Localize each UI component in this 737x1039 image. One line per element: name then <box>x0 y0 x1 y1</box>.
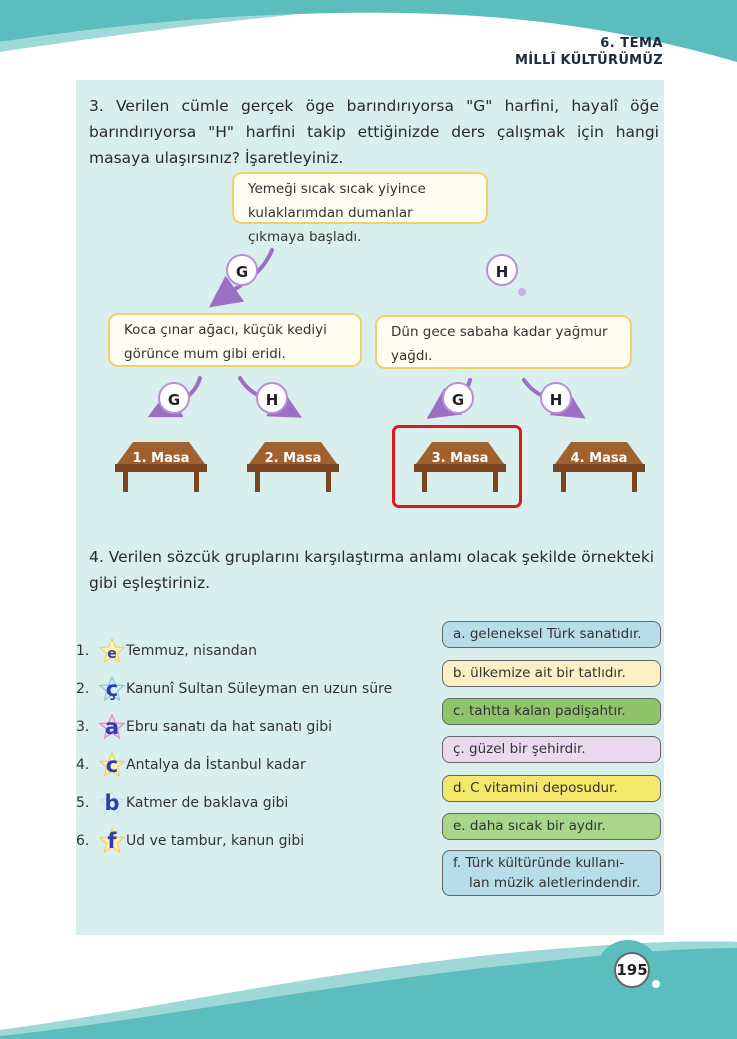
right-sentence: Dün gece sabaha kadar yağmur yağdı. <box>391 324 608 364</box>
table-1-icon[interactable] <box>115 440 207 494</box>
table-4-label: 4. Masa <box>570 451 628 466</box>
tema-title: MİLLÎ KÜLTÜRÜMÜZ <box>515 53 663 68</box>
option-cc: ç. güzel bir şehirdir. <box>442 736 661 763</box>
g-circle-right: G <box>442 382 474 414</box>
item-text: Kanunî Sultan Süleyman en uzun süre <box>126 681 393 697</box>
match-item-4 <box>76 750 306 780</box>
answer-letter: b <box>104 791 120 815</box>
table-3-label: 3. Masa <box>431 451 489 466</box>
answer-star-icon[interactable] <box>98 789 126 817</box>
g-circle-top: G <box>226 254 258 286</box>
option-d: d. C vitamini deposudur. <box>442 775 661 802</box>
match-item-2 <box>76 674 392 704</box>
h-circle-left: H <box>256 382 288 414</box>
match-item-3 <box>76 712 332 742</box>
item-number: 6. <box>76 833 90 849</box>
answer-star-icon[interactable] <box>98 675 126 703</box>
answer-star-icon[interactable] <box>98 713 126 741</box>
answer-letter: c <box>105 753 119 777</box>
left-sentence: Koca çınar ağacı, küçük kediyi görünce mum gibi eridi. <box>124 322 327 362</box>
item-number: 2. <box>76 681 90 697</box>
option-f-line2: lan müzik aletlerindendir. <box>469 875 641 891</box>
item-text: Katmer de baklava gibi <box>126 795 289 811</box>
option-c: c. tahtta kalan padişahtır. <box>442 698 661 725</box>
answer-letter: e <box>107 646 117 662</box>
item-number: 3. <box>76 719 90 735</box>
table-1-label: 1. Masa <box>132 451 190 466</box>
item-text: Antalya da İstanbul kadar <box>126 757 306 773</box>
answer-star-icon[interactable] <box>98 751 126 779</box>
match-item-1 <box>76 636 257 666</box>
answer-star-icon[interactable] <box>98 637 126 665</box>
item-text: Ud ve tambur, kanun gibi <box>126 833 305 849</box>
question-3-text: 3. Verilen cümle gerçek öge barındırıyorsa "G" harfini, hayalî öğe barındırıyorsa "H" harfini takip ettiğinizde ders çalışmak için hangi masaya ulaşırsınız? İşaretleyiniz. <box>89 97 659 167</box>
item-text: Ebru sanatı da hat sanatı gibi <box>126 719 332 735</box>
option-f-line1: f. Türk kültüründe kullanı- <box>453 855 625 871</box>
option-f <box>442 850 661 896</box>
match-item-6 <box>76 826 304 856</box>
tema-number: 6. TEMA <box>600 36 663 51</box>
match-item-5 <box>76 788 288 818</box>
h-circle-right: H <box>540 382 572 414</box>
right-sentence-bubble <box>375 315 632 369</box>
answer-letter: a <box>104 715 120 739</box>
item-number: 4. <box>76 757 90 773</box>
answer-letter: f <box>107 829 117 853</box>
selected-table-highlight <box>392 425 522 508</box>
item-number: 1. <box>76 643 90 659</box>
answer-star-icon[interactable] <box>98 827 126 855</box>
table-2-icon[interactable] <box>247 440 339 494</box>
h-circle-top: H <box>486 254 518 286</box>
g-circle-left: G <box>158 382 190 414</box>
item-number: 5. <box>76 795 90 811</box>
page-number: 195 <box>614 952 650 988</box>
option-e: e. daha sıcak bir aydır. <box>442 813 661 840</box>
item-text: Temmuz, nisandan <box>126 643 258 659</box>
option-a: a. geleneksel Türk sanatıdır. <box>442 621 661 648</box>
question-4-text: 4. Verilen sözcük gruplarını karşılaştırma anlamı olacak şekilde örnekteki gibi eşleştiriniz. <box>89 548 655 592</box>
table-2-label: 2. Masa <box>264 451 322 466</box>
left-sentence-bubble <box>108 313 362 367</box>
table-4-icon[interactable] <box>553 440 645 494</box>
answer-letter: ç <box>105 677 119 701</box>
option-b: b. ülkemize ait bir tatlıdır. <box>442 660 661 687</box>
top-sentence: Yemeği sıcak sıcak yiyince kulaklarımdan dumanlar çıkmaya başladı. <box>248 181 426 245</box>
